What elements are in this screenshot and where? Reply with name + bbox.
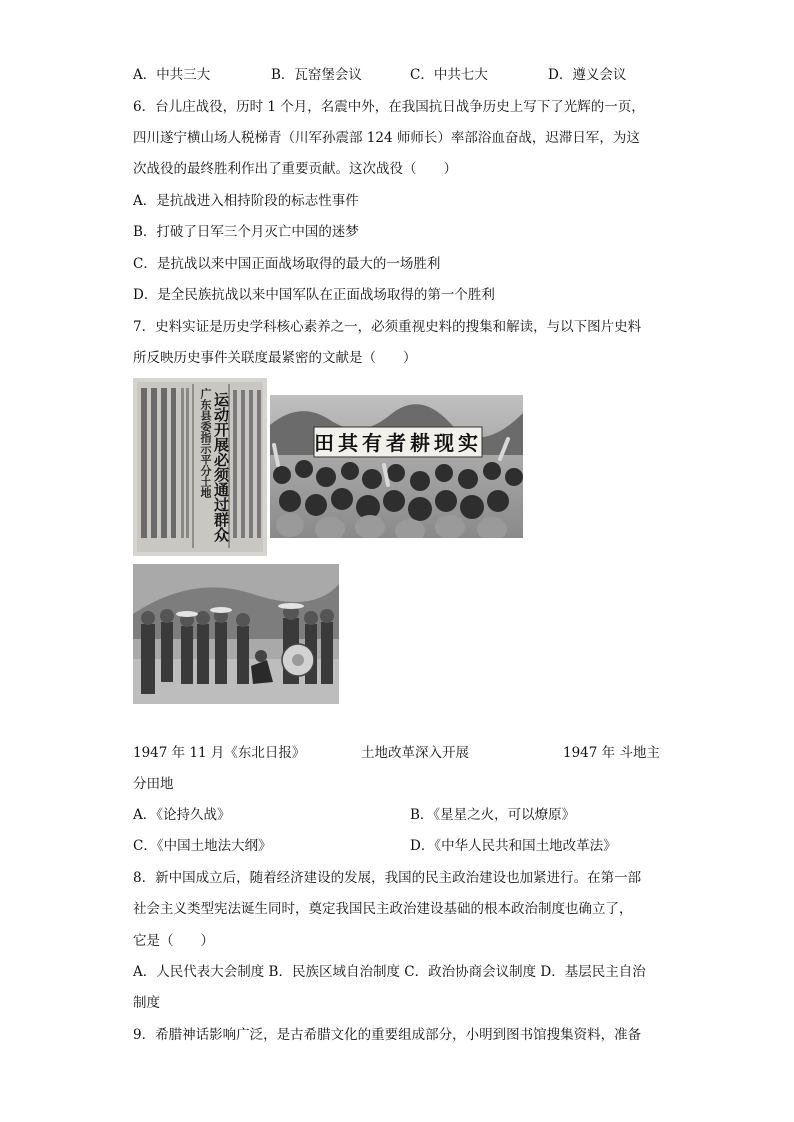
q8-options-wrap: 制度: [133, 995, 160, 1011]
q8-stem-line: 社会主义类型宪法诞生同时，奠定我国民主政治建设基础的根本政治制度也确立了，: [133, 901, 633, 917]
q6-stem-line: 次战役的最终胜利作出了重要贡献。这次战役（ ）: [133, 161, 457, 177]
q6-option-d: D．是全民族抗战以来中国军队在正面战场取得的第一个胜利: [133, 287, 495, 303]
q8-stem-line: 它是（ ）: [133, 933, 214, 949]
q8-stem-line: 8．新中国成立后，随着经济建设的发展，我国的民主政治建设也加紧进行。在第一部: [133, 870, 642, 886]
q7-option-a: A．《论持久战》: [133, 807, 231, 823]
caption-struggle: 1947 年 斗地主: [563, 745, 660, 761]
q7-option-c: C．《中国土地法大纲》: [133, 838, 272, 854]
caption-land-reform: 土地改革深入开展: [361, 745, 469, 761]
q7-option-b: B．《星星之火，可以燎原》: [410, 807, 576, 823]
q6-option-c: C．是抗战以来中国正面战场取得的最大的一场胜利: [133, 256, 441, 272]
caption-newspaper: 1947 年 11 月《东北日报》: [133, 745, 306, 761]
q8-options-line: A．人民代表大会制度 B．民族区域自治制度 C．政治协商会议制度 D．基层民主自治: [133, 964, 646, 980]
q5-option-b: B．瓦窑堡会议: [271, 67, 362, 83]
q6-option-b: B．打破了日军三个月灭亡中国的迷梦: [133, 224, 359, 240]
q7-option-d: D．《中华人民共和国土地改革法》: [410, 838, 617, 854]
q6-option-a: A．是抗战进入相持阶段的标志性事件: [133, 193, 359, 209]
banner-slogan: 实现耕者有其田: [314, 431, 482, 455]
q6-stem-line: 6．台儿庄战役，历时 1 个月，名震中外，在我国抗日战争历史上写下了光辉的一页，: [133, 99, 645, 115]
q6-stem-line: 四川遂宁横山场人税梯青（川军孙震部 124 师师长）率部浴血奋战，迟滞日军，为这: [133, 130, 640, 146]
q5-option-d: D．遵义会议: [548, 67, 627, 83]
struggle-meeting-photo: [133, 564, 339, 704]
q7-stem-line: 7．史料实证是历史学科核心素养之一，必须重视史料的搜集和解读，与以下图片史料: [133, 319, 642, 335]
caption-struggle-wrap: 分田地: [133, 776, 174, 792]
newspaper-headline-small: 广东县委指示平分土地: [199, 388, 212, 498]
q7-stem-line: 所反映历史事件关联度最紧密的文献是（ ）: [133, 350, 417, 366]
newspaper-clipping-image: [133, 378, 267, 556]
q5-option-a: A．中共三大: [133, 67, 211, 83]
crowd-banner-photo: [270, 395, 523, 538]
q5-option-c: C．中共七大: [410, 67, 488, 83]
q9-stem-line: 9．希腊神话影响广泛，是古希腊文化的重要组成部分，小明到图书馆搜集资料，准备: [133, 1027, 642, 1043]
newspaper-headline-large: 运动开展必须通过群众: [212, 392, 230, 542]
